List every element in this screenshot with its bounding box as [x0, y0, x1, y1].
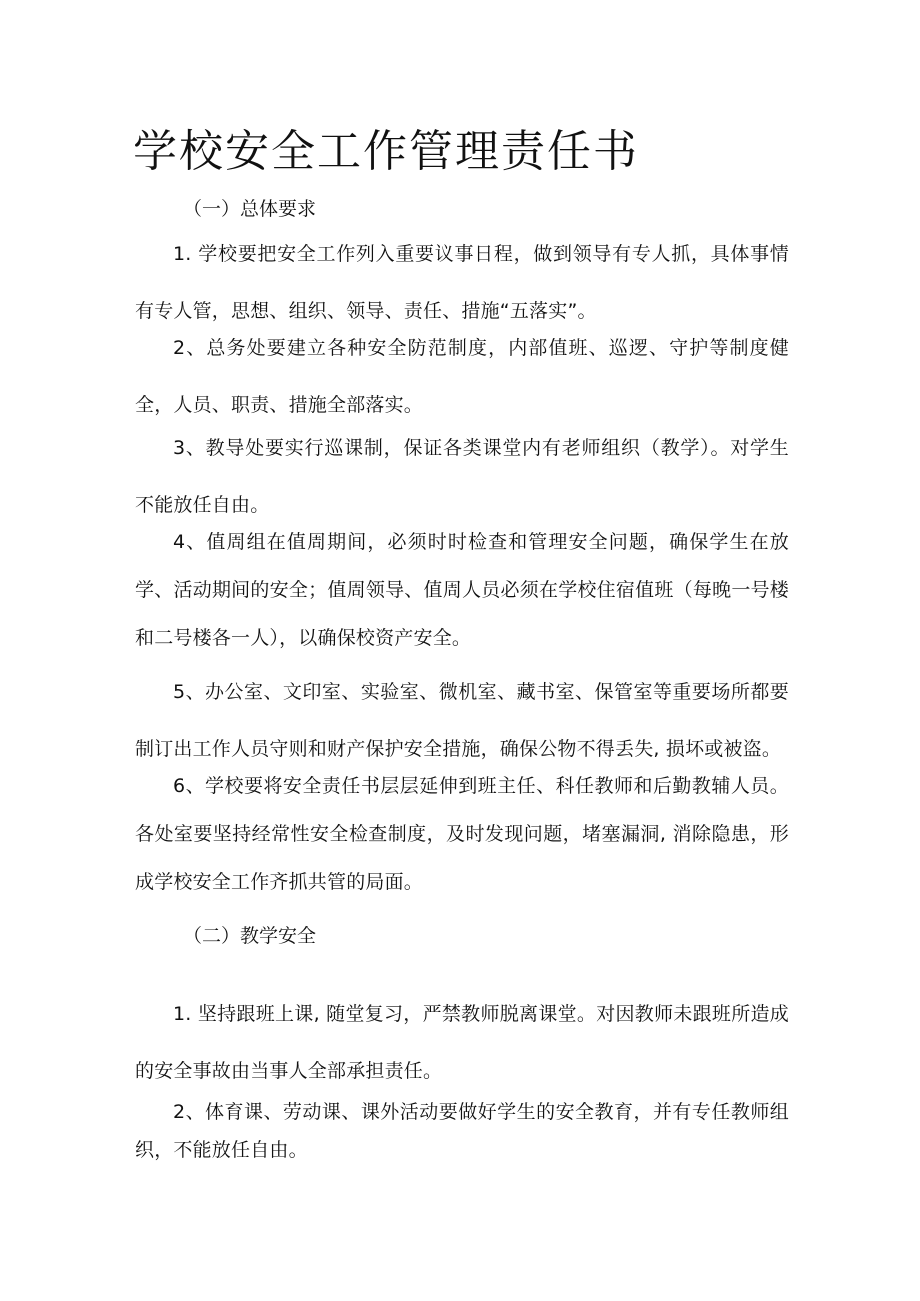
- paragraph: 4、值周组在值周期间，必须时时检查和管理安全问题，确保学生在放学、活动期间的安全；值周领导、值周人员必须在学校住宿值班（每晚一号楼和二号楼各一人），以确保校资产安全。: [135, 531, 789, 649]
- paragraph: 1. 学校要把安全工作列入重要议事日程，做到领导有专人抓，具体事情有专人管，思想、组织、领导、责任、措施“五落实”。: [135, 243, 789, 322]
- paragraph: 3、教导处要实行巡课制，保证各类课堂内有老师组织（教学）。对学生不能放任自由。: [135, 437, 789, 516]
- section-heading-teaching-safety: （二）教学安全: [183, 925, 317, 947]
- paragraph: 2、体育课、劳动课、课外活动要做好学生的安全教育，并有专任教师组织，不能放任自由。: [135, 1101, 789, 1161]
- paragraph: 6、学校要将安全责任书层层延伸到班主任、科任教师和后勤教辅人员。各处室要坚持经常性安全检查制度，及时发现问题，堵塞漏洞, 消除隐患，形成学校安全工作齐抓共管的局面。: [135, 775, 789, 893]
- paragraph: 5、办公室、文印室、实验室、微机室、藏书室、保管室等重要场所都要制订出工作人员守则和财产保护安全措施，确保公物不得丢失, 损坏或被盗。: [135, 681, 789, 760]
- section-heading-general-requirements: （一）总体要求: [183, 198, 317, 220]
- document-title: 学校安全工作管理责任书: [133, 126, 639, 177]
- paragraph: 1. 坚持跟班上课, 随堂复习，严禁教师脱离课堂。对因教师未跟班所造成的安全事故由当事人全部承担责任。: [135, 1003, 789, 1082]
- paragraph: 2、总务处要建立各种安全防范制度，内部值班、巡逻、守护等制度健全，人员、职责、措施全部落实。: [135, 337, 789, 416]
